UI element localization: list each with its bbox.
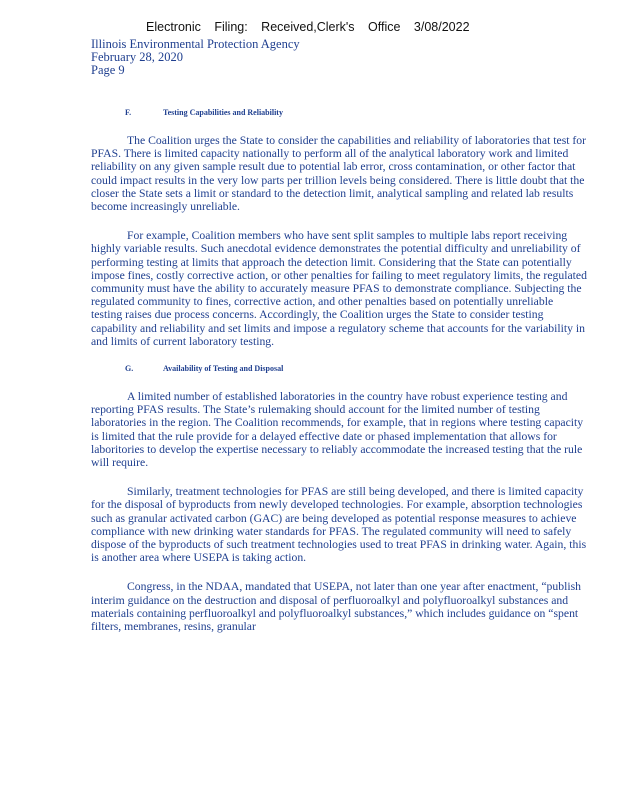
header-page-number: Page 9 xyxy=(91,63,125,77)
header-date: February 28, 2020 xyxy=(91,50,183,64)
paragraph: A limited number of established laboratories in the country have robust experience testing and reporting PFAS results. The State’s rulemaking should account for the limited number of testing laboratories in the region. The Coalition recommends, for example, that in regions where testing capacity is limited that the rule provide for a delayed effective date or phased implementation that allows for laboritories to develop the expertise necessary to reliably accommodate the increased testing that the rule will require. xyxy=(91,390,584,470)
paragraph: Congress, in the NDAA, mandated that USEPA, not later than one year after enactment, “publish interim guidance on the destruction and disposal of perfluoroalkyl and polyfluoroalkyl substances and materials containing perfluoroalkyl and polyfluoroalkyl substances,” which includes guidance on “spent filters, membranes, resins, granular xyxy=(91,580,581,634)
section-heading-g xyxy=(125,364,587,373)
section-letter: G. xyxy=(125,364,134,374)
section-letter: F. xyxy=(125,108,132,117)
filing-stamp: Electronic Filing: Received,Clerk's Office 3/08/2022 xyxy=(146,20,470,34)
document-body xyxy=(91,108,587,633)
section-title: Testing Capabilities and Reliability xyxy=(163,108,283,117)
section-title: Availability of Testing and Disposal xyxy=(163,364,284,374)
header-agency: Illinois Environmental Protection Agency xyxy=(91,37,300,51)
letter-header xyxy=(91,38,300,77)
paragraph: For example, Coalition members who have sent split samples to multiple labs report receiving highly variable results. Such anecdotal evidence demonstrates the potential difficulty and unreliability of performing testing at limits that approach the detection limit. Considering that the State can potentially impose fines, costly corrective action, or other penalties for failing to meet regulatory limits, the regulated community must have the ability to accurately measure PFAS to demonstrate compliance. Subjecting the regulated community to fines, corrective action, and other penalties based on potentially unreliable testing raises due process concerns. Accordingly, the Coalition urges the State to consider testing capability and reliability and set limits and impose a regulatory scheme that accounts for the variability in and limits of current laboratory testing. xyxy=(91,229,587,348)
paragraph: Similarly, treatment technologies for PFAS are still being developed, and there is limited capacity for the disposal of byproducts from newly developed technologies. For example, absorption technologies such as granular activated carbon (GAC) are being developed as potential response measures to achieve compliance with new drinking water standards for PFAS. The regulated community will need to safely dispose of the byproducts of such treatment technologies used to treat PFAS in drinking water. Again, this is another area where USEPA is taking action. xyxy=(91,485,587,565)
section-heading-f xyxy=(125,108,587,117)
paragraph: The Coalition urges the State to consider the capabilities and reliability of laboratories that test for PFAS. There is limited capacity nationally to perform all of the analytical laboratory work and limited reliability on any given sample result due to potential lab error, cross contamination, or other factor that could impact results in the very low parts per trillion levels being considered. There is little doubt that the closer the State sets a limit or standard to the detection limit, analytical sampling and related lab results become increasingly unreliable. xyxy=(91,134,587,214)
